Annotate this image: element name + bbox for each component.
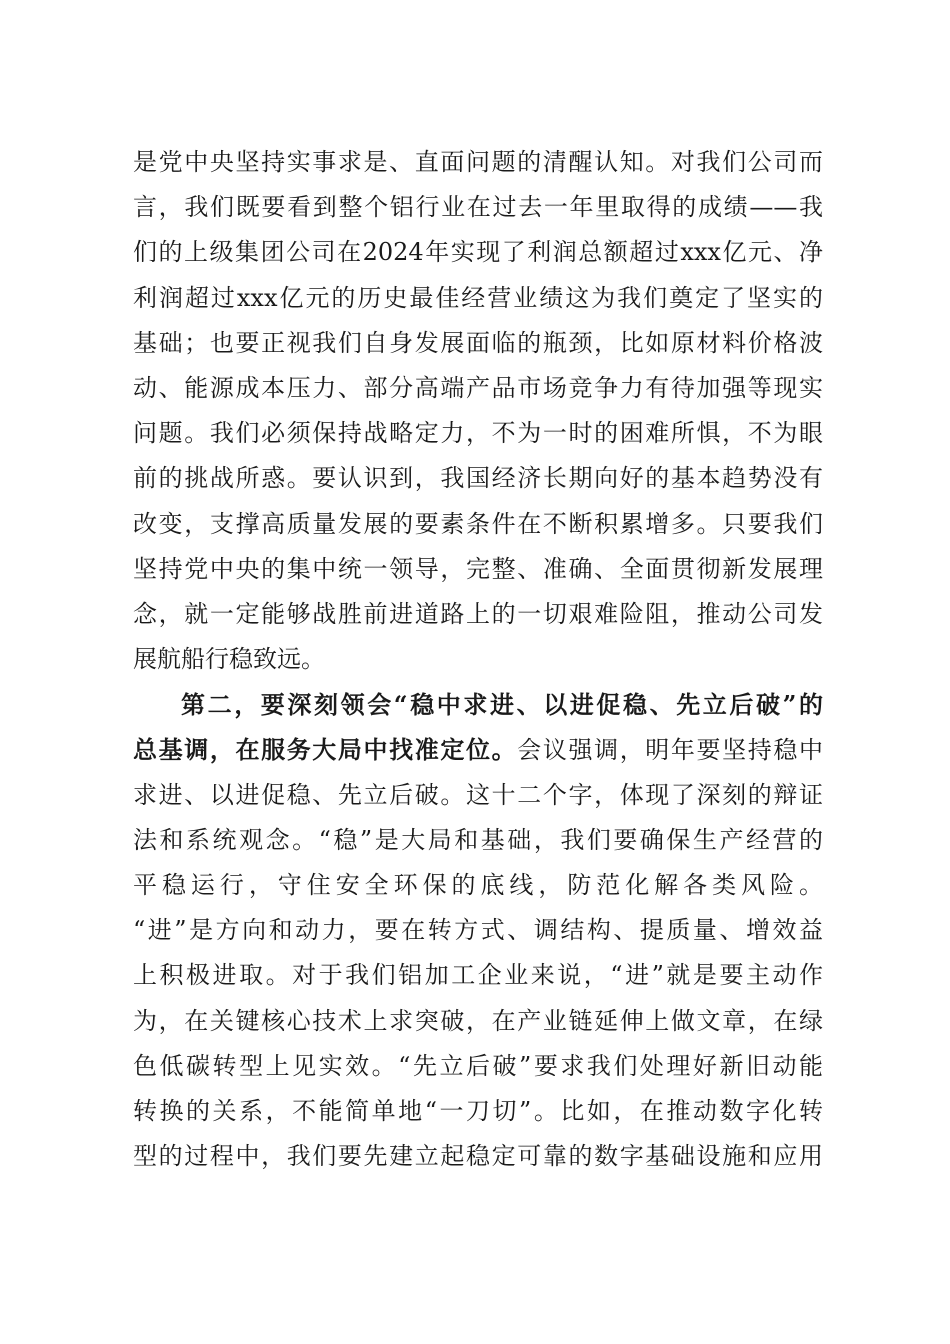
paragraph-1-line-8: 前的挑战所惑。要认识到，我国经济长期向好的基本趋势没有: [133, 464, 823, 493]
paragraph-1-line-12: 展航船行稳致远。: [133, 645, 325, 674]
paragraph-1-line-2: 言，我们既要看到整个铝行业在过去一年里取得的成绩——我: [133, 193, 823, 222]
paragraph-2-line-9: 型的过程中，我们要先建立起稳定可靠的数字基础设施和应用: [133, 1142, 823, 1171]
paragraph-2-line-7: 色低碳转型上见实效。“先立后破”要求我们处理好新旧动能: [133, 1051, 823, 1080]
paragraph-2-heading-rest: 会议强调，明年要坚持稳中: [517, 736, 823, 765]
paragraph-2-heading-bold: 总基调，在服务大局中找准定位。: [133, 735, 518, 765]
paragraph-1-line-4: 利润超过xxx亿元的历史最佳经营业绩这为我们奠定了坚实的: [133, 283, 823, 312]
paragraph-1-line-10: 坚持党中央的集中统一领导，完整、准确、全面贯彻新发展理: [133, 554, 823, 583]
paragraph-2-line-6: 为，在关键核心技术上求突破，在产业链延伸上做文章，在绿: [133, 1006, 823, 1035]
paragraph-2-heading-line-1: 第二，要深刻领会“稳中求进、以进促稳、先立后破”的: [181, 690, 823, 720]
document-body: [133, 140, 823, 1179]
paragraph-1-line-9: 改变，支撑高质量发展的要素条件在不断积累增多。只要我们: [133, 509, 823, 538]
paragraph-2-line-2: 法和系统观念。“稳”是大局和基础，我们要确保生产经营的: [133, 825, 823, 854]
paragraph-2-line-5: 上积极进取。对于我们铝加工企业来说，“进”就是要主动作: [133, 961, 823, 990]
paragraph-1-line-11: 念，就一定能够战胜前进道路上的一切艰难险阻，推动公司发: [133, 599, 823, 628]
paragraph-1-line-5: 基础；也要正视我们自身发展面临的瓶颈，比如原材料价格波: [133, 328, 823, 357]
paragraph-2-line-1: 求进、以进促稳、先立后破。这十二个字，体现了深刻的辩证: [133, 780, 823, 809]
paragraph-1-line-6: 动、能源成本压力、部分高端产品市场竞争力有待加强等现实: [133, 373, 823, 402]
paragraph-2-line-8: 转换的关系，不能简单地“一刀切”。比如，在推动数字化转: [133, 1096, 823, 1125]
paragraph-1-line-3: 们的上级集团公司在2024年实现了利润总额超过xxx亿元、净: [133, 238, 823, 267]
paragraph-1-line-1: 是党中央坚持实事求是、直面问题的清醒认知。对我们公司而: [133, 148, 823, 176]
paragraph-2-line-4: “进”是方向和动力，要在转方式、调结构、提质量、增效益: [133, 916, 823, 945]
paragraph-2-line-3: 平稳运行，守住安全环保的底线，防范化解各类风险。: [133, 871, 823, 899]
paragraph-2-heading-line-2: [133, 727, 823, 772]
paragraph-1-line-7: 问题。我们必须保持战略定力，不为一时的困难所惧，不为眼: [133, 419, 823, 448]
